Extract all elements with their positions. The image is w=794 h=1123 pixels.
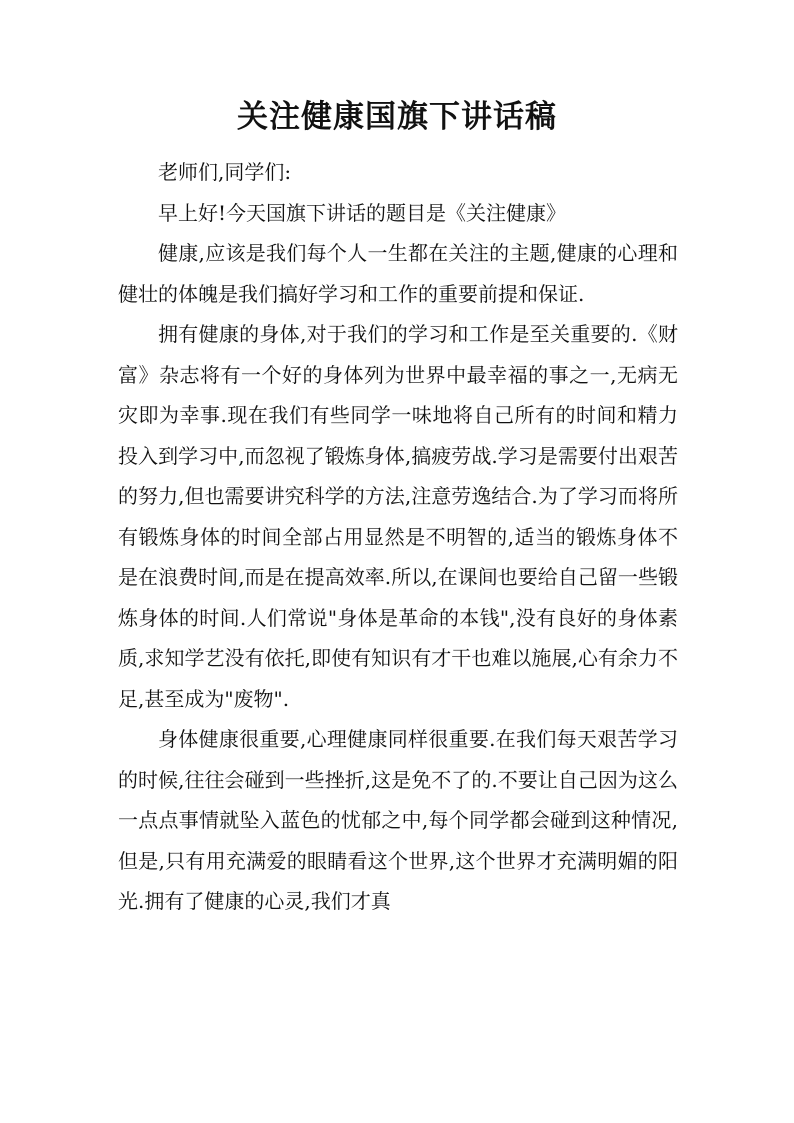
document-body <box>118 152 678 922</box>
paragraph-mental-health: 身体健康很重要,心理健康同样很重要.在我们每天艰苦学习的时候,往往会碰到一些挫折,这是免不了的.不要让自己因为这么一点点事情就坠入蓝色的忧郁之中,每个同学都会碰到这种情况,但是,只有用充满爱的眼睛看这个世界,这个世界才充满明媚的阳光.拥有了健康的心灵,我们才真 <box>118 727 678 913</box>
paragraph-greeting: 早上好!今天国旗下讲话的题目是《关注健康》 <box>158 200 567 225</box>
paragraph-physical-health: 拥有健康的身体,对于我们的学习和工作是至关重要的.《财富》杂志将有一个好的身体列为世界中最幸福的事之一,无病无灾即为幸事.现在我们有些同学一味地将自己所有的时间和精力投入到学习中,而忽视了锻炼身体,搞疲劳战.学习是需要付出艰苦的努力,但也需要讲究科学的方法,注意劳逸结合.为了学习而将所有锻炼身体的时间全部占用显然是不明智的,适当的锻炼身体不是在浪费时间,而是在提高效率.所以,在课间也要给自己留一些锻炼身体的时间.人们常说"身体是革命的本钱",没有良好的身体素质,求知学艺没有依托,即使有知识有才干也难以施展,心有余力不足,甚至成为"废物". <box>118 322 678 711</box>
page-title: 关注健康国旗下讲话稿 <box>237 99 557 135</box>
paragraph-health-theme: 健康,应该是我们每个人一生都在关注的主题,健康的心理和健壮的体魄是我们搞好学习和工作的重要前提和保证. <box>118 241 678 306</box>
paragraph-salutation: 老师们,同学们: <box>158 160 292 184</box>
